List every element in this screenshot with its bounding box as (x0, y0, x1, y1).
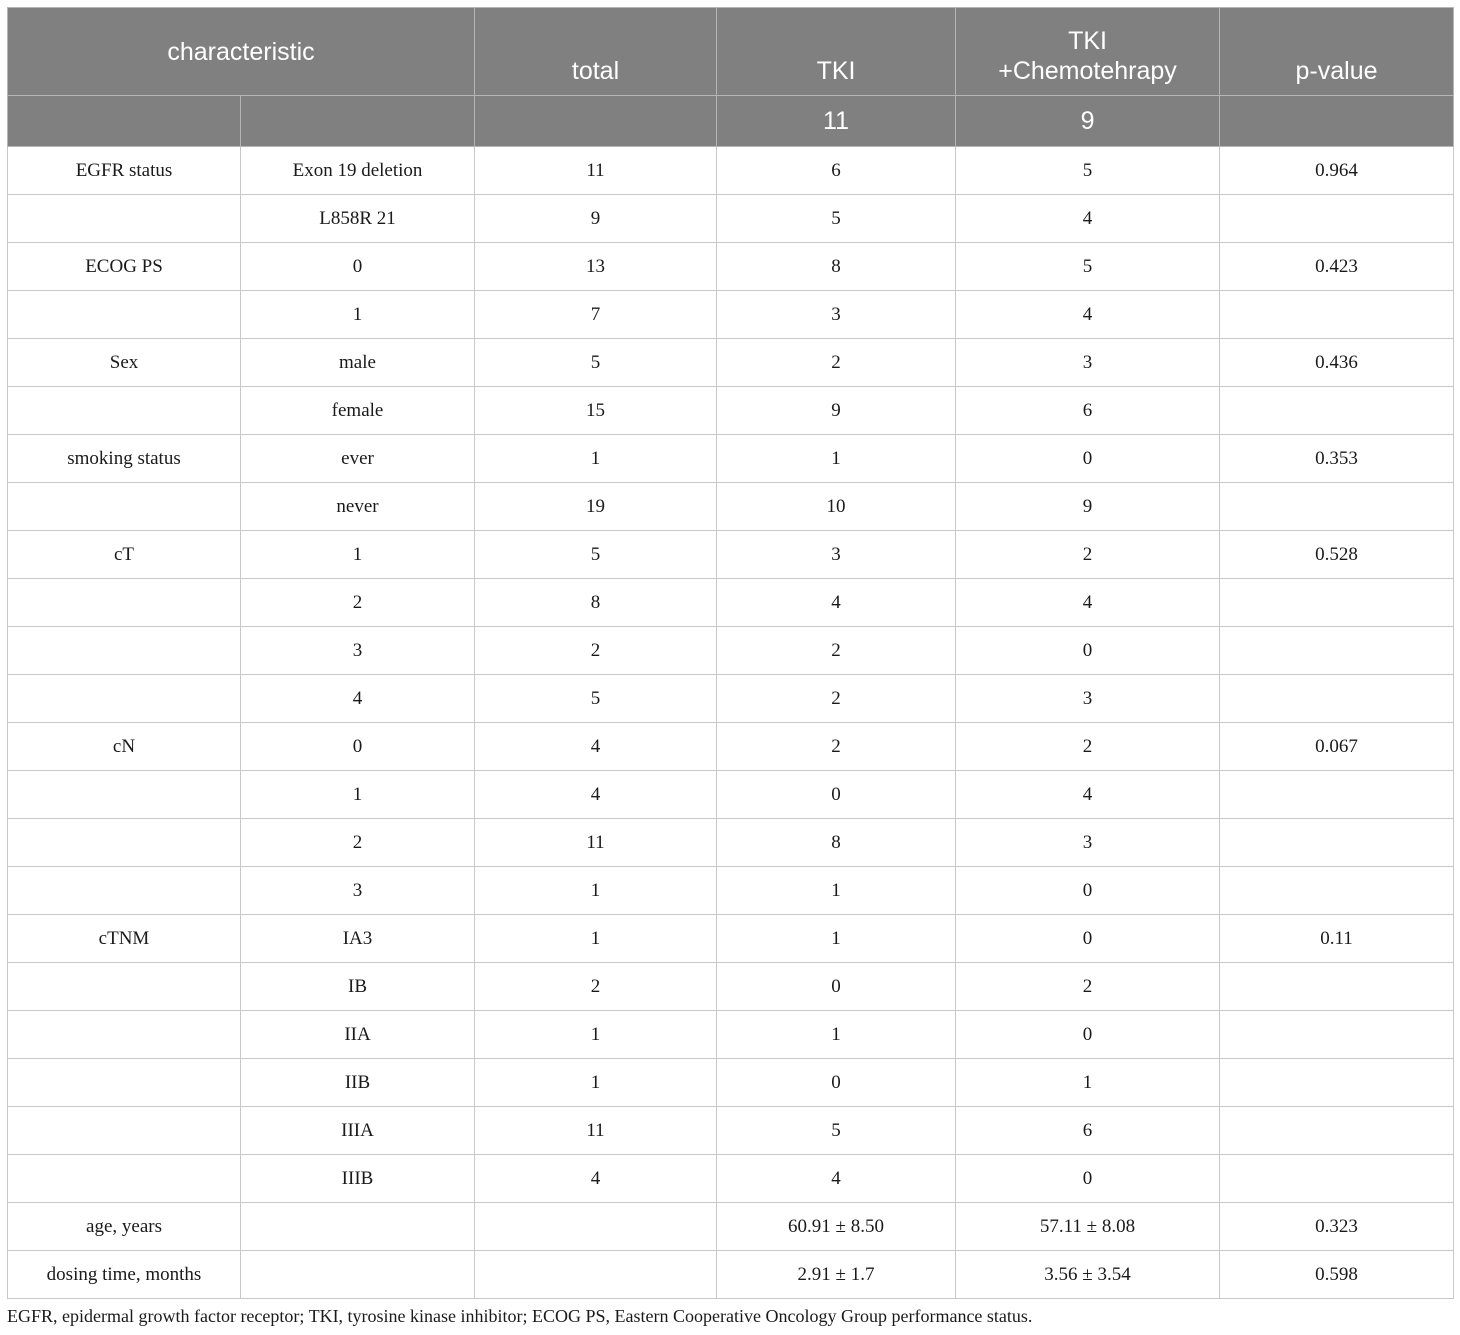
cell-tki: 60.91 ± 8.50 (717, 1203, 956, 1251)
table-row (8, 627, 1454, 675)
table-row (8, 1203, 1454, 1251)
cell-tki-chemotherapy: 3.56 ± 3.54 (956, 1251, 1220, 1299)
cell-category: ever (241, 435, 475, 483)
cell-characteristic: cN (8, 723, 241, 771)
cell-category: IIB (241, 1059, 475, 1107)
cell-tki-chemotherapy: 1 (956, 1059, 1220, 1107)
cell-total: 2 (475, 963, 717, 1011)
cell-category: 1 (241, 531, 475, 579)
header-tki: TKI (717, 8, 956, 96)
cell-p-value (1220, 195, 1454, 243)
cell-tki: 4 (717, 579, 956, 627)
cell-tki-chemotherapy: 4 (956, 579, 1220, 627)
cell-tki-chemotherapy: 0 (956, 915, 1220, 963)
cell-category: 0 (241, 243, 475, 291)
cell-p-value (1220, 483, 1454, 531)
table-row (8, 147, 1454, 195)
cell-p-value (1220, 675, 1454, 723)
cell-category: female (241, 387, 475, 435)
cell-tki-chemotherapy: 0 (956, 1011, 1220, 1059)
cell-tki-chemotherapy: 6 (956, 1107, 1220, 1155)
cell-tki: 0 (717, 771, 956, 819)
cell-p-value (1220, 963, 1454, 1011)
cell-characteristic (8, 675, 241, 723)
cell-category: 3 (241, 627, 475, 675)
cell-characteristic (8, 579, 241, 627)
cell-category: IA3 (241, 915, 475, 963)
cell-total: 13 (475, 243, 717, 291)
cell-tki: 0 (717, 963, 956, 1011)
cell-tki: 5 (717, 195, 956, 243)
cell-tki-chemotherapy: 0 (956, 1155, 1220, 1203)
header-row (8, 8, 1454, 96)
cell-p-value: 0.11 (1220, 915, 1454, 963)
cell-tki-chemotherapy: 2 (956, 723, 1220, 771)
cell-category: IIIA (241, 1107, 475, 1155)
table-row (8, 243, 1454, 291)
cell-tki: 2 (717, 675, 956, 723)
header-total: total (475, 8, 717, 96)
cell-p-value: 0.436 (1220, 339, 1454, 387)
cell-characteristic: cT (8, 531, 241, 579)
cell-tki-chemotherapy: 4 (956, 195, 1220, 243)
cell-tki-chemotherapy: 3 (956, 675, 1220, 723)
cell-category (241, 1251, 475, 1299)
header-tki-chemotherapy-line1: TKI (1068, 27, 1107, 55)
table-row (8, 963, 1454, 1011)
cell-total: 7 (475, 291, 717, 339)
characteristics-table (7, 7, 1454, 1299)
header-p-value: p-value (1220, 8, 1454, 96)
cell-p-value: 0.423 (1220, 243, 1454, 291)
cell-category: 2 (241, 579, 475, 627)
table-footnote: EGFR, epidermal growth factor receptor; TKI, tyrosine kinase inhibitor; ECOG PS, Eastern Cooperative Oncology Group performance status. (7, 1306, 1033, 1326)
cell-p-value (1220, 1155, 1454, 1203)
cell-total: 4 (475, 1155, 717, 1203)
cell-tki-chemotherapy: 2 (956, 963, 1220, 1011)
table-row (8, 579, 1454, 627)
cell-category: 3 (241, 867, 475, 915)
cell-tki: 2.91 ± 1.7 (717, 1251, 956, 1299)
cell-tki-chemotherapy: 3 (956, 339, 1220, 387)
header-count-blank (475, 96, 717, 147)
cell-total: 8 (475, 579, 717, 627)
cell-tki: 5 (717, 1107, 956, 1155)
cell-total: 9 (475, 195, 717, 243)
cell-tki-chemotherapy: 0 (956, 627, 1220, 675)
cell-tki: 1 (717, 915, 956, 963)
cell-p-value: 0.067 (1220, 723, 1454, 771)
cell-tki: 3 (717, 531, 956, 579)
cell-characteristic (8, 819, 241, 867)
table-row (8, 723, 1454, 771)
table-row (8, 819, 1454, 867)
cell-tki-chemotherapy: 2 (956, 531, 1220, 579)
cell-category (241, 1203, 475, 1251)
cell-total: 11 (475, 819, 717, 867)
cell-p-value: 0.323 (1220, 1203, 1454, 1251)
cell-category: IIA (241, 1011, 475, 1059)
cell-total: 15 (475, 387, 717, 435)
cell-characteristic (8, 195, 241, 243)
cell-total: 19 (475, 483, 717, 531)
cell-total: 11 (475, 147, 717, 195)
table-row (8, 867, 1454, 915)
cell-tki: 2 (717, 339, 956, 387)
cell-category: IB (241, 963, 475, 1011)
header-tki-chemotherapy-count: 9 (956, 96, 1220, 147)
cell-category: 2 (241, 819, 475, 867)
table-row (8, 435, 1454, 483)
cell-tki: 3 (717, 291, 956, 339)
cell-p-value: 0.528 (1220, 531, 1454, 579)
table-row (8, 1155, 1454, 1203)
cell-tki: 10 (717, 483, 956, 531)
cell-characteristic: cTNM (8, 915, 241, 963)
cell-category: 0 (241, 723, 475, 771)
cell-category: 1 (241, 771, 475, 819)
cell-characteristic (8, 1107, 241, 1155)
cell-characteristic (8, 1155, 241, 1203)
cell-tki-chemotherapy: 0 (956, 435, 1220, 483)
cell-tki: 0 (717, 1059, 956, 1107)
cell-p-value (1220, 387, 1454, 435)
table-row (8, 675, 1454, 723)
cell-category: 4 (241, 675, 475, 723)
cell-characteristic: ECOG PS (8, 243, 241, 291)
cell-p-value (1220, 579, 1454, 627)
cell-tki-chemotherapy: 9 (956, 483, 1220, 531)
table-row (8, 339, 1454, 387)
table-row (8, 1059, 1454, 1107)
table-container (7, 7, 1453, 1299)
cell-tki-chemotherapy: 4 (956, 771, 1220, 819)
cell-total: 4 (475, 771, 717, 819)
cell-characteristic: EGFR status (8, 147, 241, 195)
cell-total: 4 (475, 723, 717, 771)
cell-tki-chemotherapy: 6 (956, 387, 1220, 435)
cell-tki-chemotherapy: 57.11 ± 8.08 (956, 1203, 1220, 1251)
cell-tki-chemotherapy: 5 (956, 243, 1220, 291)
header-tki-count: 11 (717, 96, 956, 147)
cell-total: 1 (475, 915, 717, 963)
table-header (8, 8, 1454, 147)
cell-characteristic (8, 1059, 241, 1107)
cell-total: 1 (475, 1011, 717, 1059)
header-tki-chemotherapy (956, 8, 1220, 96)
cell-total: 1 (475, 867, 717, 915)
table-row (8, 387, 1454, 435)
cell-characteristic: dosing time, months (8, 1251, 241, 1299)
table-row (8, 1011, 1454, 1059)
cell-tki: 4 (717, 1155, 956, 1203)
header-count-row (8, 96, 1454, 147)
header-characteristic: characteristic (8, 8, 475, 96)
cell-characteristic: smoking status (8, 435, 241, 483)
cell-category: L858R 21 (241, 195, 475, 243)
cell-characteristic: Sex (8, 339, 241, 387)
cell-tki: 8 (717, 819, 956, 867)
cell-category: IIIB (241, 1155, 475, 1203)
table-row (8, 531, 1454, 579)
cell-total (475, 1203, 717, 1251)
table-body (8, 147, 1454, 1299)
cell-tki-chemotherapy: 3 (956, 819, 1220, 867)
header-count-blank (1220, 96, 1454, 147)
cell-total: 1 (475, 435, 717, 483)
cell-characteristic (8, 627, 241, 675)
cell-tki-chemotherapy: 5 (956, 147, 1220, 195)
table-row (8, 915, 1454, 963)
cell-category: male (241, 339, 475, 387)
cell-p-value (1220, 1107, 1454, 1155)
table-row (8, 771, 1454, 819)
cell-characteristic: age, years (8, 1203, 241, 1251)
table-row (8, 483, 1454, 531)
cell-total: 5 (475, 675, 717, 723)
cell-tki: 1 (717, 867, 956, 915)
cell-total: 2 (475, 627, 717, 675)
cell-category: 1 (241, 291, 475, 339)
cell-p-value (1220, 627, 1454, 675)
cell-category: Exon 19 deletion (241, 147, 475, 195)
cell-p-value (1220, 867, 1454, 915)
cell-characteristic (8, 387, 241, 435)
table-row (8, 195, 1454, 243)
cell-p-value (1220, 1011, 1454, 1059)
cell-characteristic (8, 291, 241, 339)
cell-p-value: 0.598 (1220, 1251, 1454, 1299)
cell-total: 11 (475, 1107, 717, 1155)
cell-tki: 1 (717, 435, 956, 483)
header-count-blank (8, 96, 241, 147)
table-row (8, 1251, 1454, 1299)
cell-tki: 8 (717, 243, 956, 291)
cell-tki: 2 (717, 627, 956, 675)
table-row (8, 291, 1454, 339)
cell-total: 5 (475, 339, 717, 387)
cell-tki: 9 (717, 387, 956, 435)
cell-characteristic (8, 771, 241, 819)
cell-total: 5 (475, 531, 717, 579)
header-tki-chemotherapy-line2: +Chemotehrapy (998, 57, 1177, 85)
cell-total (475, 1251, 717, 1299)
cell-characteristic (8, 1011, 241, 1059)
cell-tki-chemotherapy: 0 (956, 867, 1220, 915)
cell-p-value (1220, 291, 1454, 339)
cell-p-value (1220, 771, 1454, 819)
cell-characteristic (8, 867, 241, 915)
table-row (8, 1107, 1454, 1155)
cell-p-value (1220, 819, 1454, 867)
cell-p-value (1220, 1059, 1454, 1107)
cell-p-value: 0.353 (1220, 435, 1454, 483)
cell-tki: 1 (717, 1011, 956, 1059)
cell-tki: 6 (717, 147, 956, 195)
header-count-blank (241, 96, 475, 147)
cell-tki-chemotherapy: 4 (956, 291, 1220, 339)
cell-tki: 2 (717, 723, 956, 771)
cell-characteristic (8, 483, 241, 531)
cell-characteristic (8, 963, 241, 1011)
cell-p-value: 0.964 (1220, 147, 1454, 195)
cell-category: never (241, 483, 475, 531)
cell-total: 1 (475, 1059, 717, 1107)
